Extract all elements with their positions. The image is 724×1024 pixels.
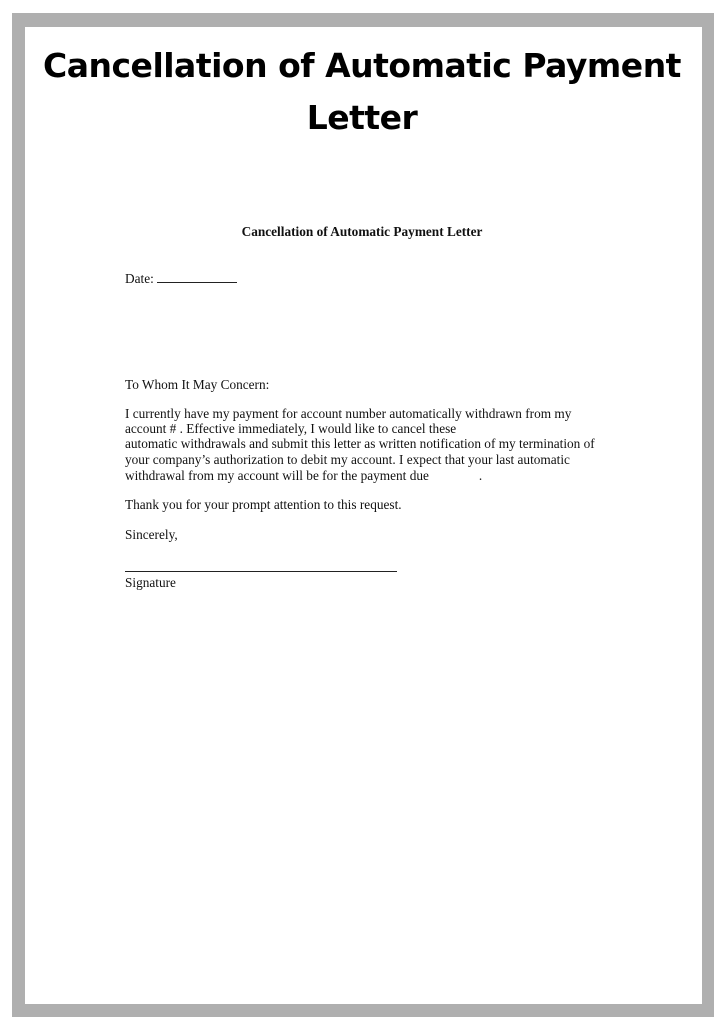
closing: Sincerely,	[125, 527, 178, 542]
signature-line[interactable]	[125, 571, 397, 572]
date-line	[125, 271, 237, 287]
body-line: withdrawal from my account will be for the payment due	[125, 468, 429, 483]
body-line: account # . Effective immediately, I would like to cancel these	[125, 421, 457, 436]
date-blank[interactable]	[157, 282, 237, 283]
date-label: Date:	[125, 271, 154, 286]
body-end: .	[478, 468, 483, 483]
page-title: Cancellation of Automatic Payment Letter	[43, 46, 681, 137]
body-line: automatic withdrawals and submit this letter as written notification of my termination of	[125, 436, 595, 451]
document-sheet	[25, 27, 702, 1004]
thanks: Thank you for your prompt attention to this request.	[125, 497, 402, 512]
salutation: To Whom It May Concern:	[125, 377, 270, 392]
letter-title: Cancellation of Automatic Payment Letter	[241, 224, 483, 239]
body-line: I currently have my payment for account number automatically withdrawn from my	[125, 406, 572, 421]
body-line: your company’s authorization to debit my account. I expect that your last automatic	[125, 452, 570, 467]
body-line-last	[125, 468, 482, 484]
signature-label: Signature	[125, 575, 176, 590]
